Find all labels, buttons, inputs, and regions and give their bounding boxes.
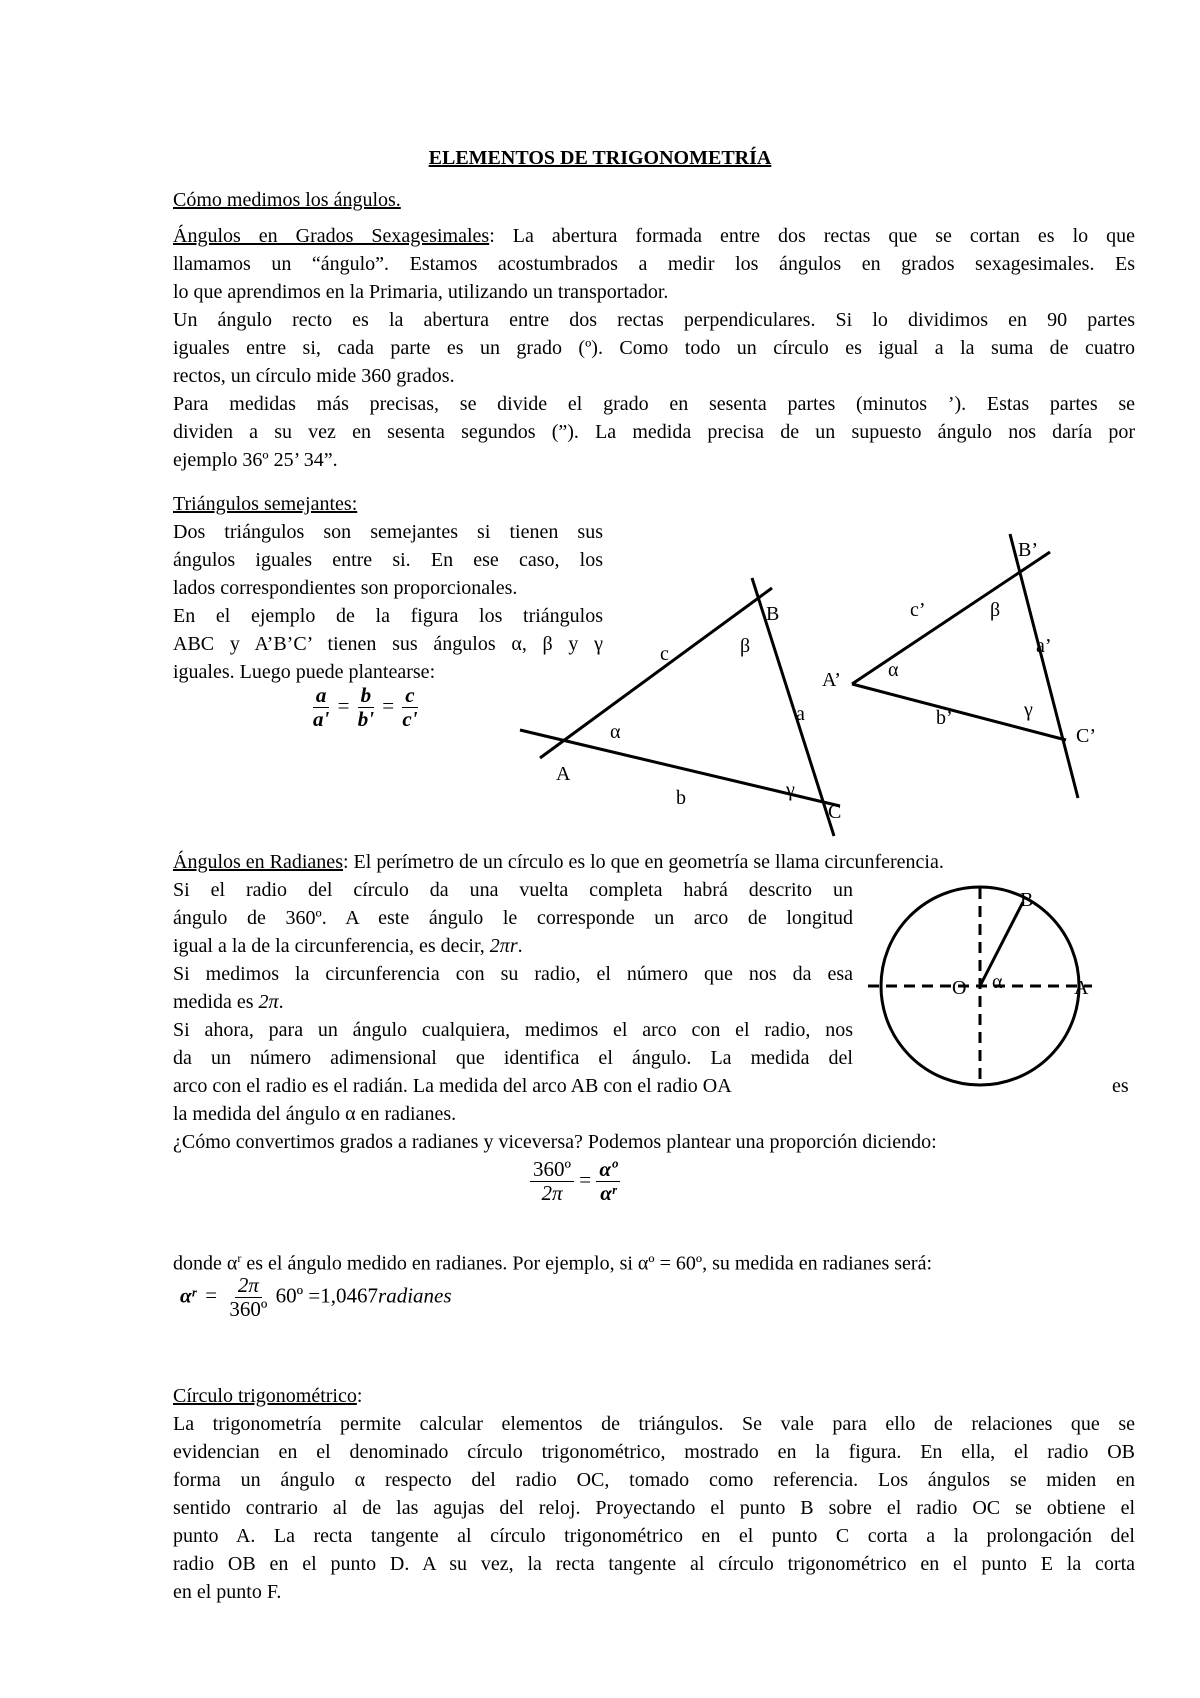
equals-sign: = <box>579 1167 592 1192</box>
subheading-sexagesimal: Ángulos en Grados Sexagesimales <box>173 225 490 247</box>
text-span: : La abertura formada entre dos rectas que se cortan es lo que <box>489 225 1136 247</box>
label-point-B: B <box>1020 889 1034 911</box>
paragraph-line: dividen a su vez en sesenta segundos (”). La medida precisa de un supuesto ángulo nos daría por <box>173 421 1135 443</box>
label-point-O: O <box>952 977 967 999</box>
triangle-prime-side-b <box>852 684 1066 740</box>
paragraph-line: La trigonometría permite calcular elementos de triángulos. Se vale para ello de relaciones que se <box>173 1413 1135 1435</box>
denominator: a' <box>313 707 330 732</box>
denominator: c' <box>402 707 418 732</box>
paragraph-line: forma un ángulo α respecto del radio OC, tomado como referencia. Los ángulos se miden en <box>173 1469 1135 1491</box>
label-vertex-A-prime: A’ <box>822 669 841 691</box>
paragraph-line: en el punto F. <box>173 1581 282 1603</box>
paragraph-line: En el ejemplo de la figura los triángulos <box>173 605 603 627</box>
equals-sign: = <box>337 693 350 718</box>
superscript-r: r <box>237 1251 242 1265</box>
label-side-a: a <box>796 703 805 725</box>
equals-sign: = <box>205 1283 218 1308</box>
paragraph-line: ¿Cómo convertimos grados a radianes y viceversa? Podemos plantear una proporción diciendo: <box>173 1131 937 1153</box>
label-angle-alpha: α <box>992 971 1003 993</box>
paragraph-line: Dos triángulos son semejantes si tienen sus <box>173 521 603 543</box>
equals-sign: = <box>382 693 395 718</box>
paragraph-line: ejemplo 36º 25’ 34”. <box>173 449 338 471</box>
text-span: igual a la de la circunferencia, es decir, <box>173 935 490 957</box>
label-angle-beta: β <box>740 635 751 657</box>
paragraph-line: Si el radio del círculo da una vuelta completa habrá descrito un <box>173 879 853 901</box>
conversion-equation <box>530 1158 620 1205</box>
paragraph-line: da un número adimensional que identifica el ángulo. La medida del <box>173 1047 853 1069</box>
formula-2pir: 2πr <box>489 935 518 957</box>
text-span: medida es <box>173 991 259 1013</box>
paragraph-line <box>173 988 284 1016</box>
paragraph-line: ángulo de 360º. A este ángulo le corresponde un arco de longitud <box>173 907 853 929</box>
paragraph-line: la medida del ángulo α en radianes. <box>173 1103 457 1125</box>
label-point-A: A <box>1074 977 1089 999</box>
label-vertex-B-prime: B’ <box>1018 539 1038 561</box>
paragraph-fragment: es <box>1112 1075 1129 1097</box>
paragraph-line <box>173 932 523 960</box>
paragraph-line <box>173 848 944 876</box>
label-side-a-prime: a’ <box>1036 635 1052 657</box>
text-span: . <box>517 935 523 957</box>
equation-value: 60º =1,0467 <box>275 1283 379 1308</box>
numerator: αº <box>596 1158 620 1182</box>
label-side-b-prime: b’ <box>936 707 953 729</box>
fraction-2pi-360 <box>226 1274 270 1321</box>
formula-2pi: 2π <box>258 991 279 1013</box>
paragraph-line: punto A. La recta tangente al círculo trigonométrico en el punto C corta a la prolongación del <box>173 1525 1135 1547</box>
denominator: 360º <box>229 1297 268 1322</box>
paragraph-line: lo que aprendimos en la Primaria, utilizando un transportador. <box>173 281 669 303</box>
paragraph-line: Un ángulo recto es la abertura entre dos rectas perpendiculares. Si lo dividimos en 90 partes <box>173 309 1135 331</box>
paragraph-line: evidencian en el denominado círculo trigonométrico, mostrado en la figura. En ella, el radio OB <box>173 1441 1135 1463</box>
paragraph-line: Si ahora, para un ángulo cualquiera, medimos el arco con el radio, nos <box>173 1019 853 1041</box>
label-side-b: b <box>676 787 686 809</box>
paragraph-line: iguales entre si, cada parte es un grado (º). Como todo un círculo es igual a la suma de cuatro <box>173 337 1135 359</box>
triangle-prime-side-a <box>1010 534 1078 798</box>
denominator: αʳ <box>600 1181 617 1206</box>
label-vertex-C-prime: C’ <box>1076 725 1096 747</box>
paragraph-line: ángulos iguales entre si. En ese caso, los <box>173 549 603 571</box>
paragraph-line: rectos, un círculo mide 360 grados. <box>173 365 455 387</box>
text-span: . <box>278 991 284 1013</box>
paragraph-line: Para medidas más precisas, se divide el grado en sesenta partes (minutos ’). Estas partes se <box>173 393 1135 415</box>
numerator: c <box>402 684 417 708</box>
text-span: : <box>356 1385 363 1407</box>
paragraph-line <box>173 1382 362 1410</box>
paragraph-line: Si medimos la circunferencia con su radio, el número que nos da esa <box>173 963 853 985</box>
section-heading-trig-circle: Círculo trigonométrico <box>173 1385 357 1407</box>
paragraph-line <box>173 1244 932 1278</box>
paragraph-line: ABC y A’B’C’ tienen sus ángulos α, β y γ <box>173 633 603 655</box>
label-angle-gamma: γ <box>786 779 795 801</box>
alpha-r: αʳ <box>180 1283 197 1308</box>
paragraph-line: radio OB en el punto D. A su vez, la recta tangente al círculo trigonométrico en el punto E la corta <box>173 1553 1135 1575</box>
text-span: donde α <box>173 1252 238 1275</box>
text-span: : El perímetro de un círculo es lo que en geometría se llama circunferencia. <box>342 851 944 873</box>
denominator: 2π <box>541 1181 563 1206</box>
paragraph-line: arco con el radio es el radián. La medida del arco AB con el radio OA <box>173 1075 732 1097</box>
label-side-c: c <box>660 643 669 665</box>
paragraph-line: iguales. Luego puede plantearse: <box>173 661 436 683</box>
denominator: b' <box>357 707 375 732</box>
numerator: b <box>358 684 375 708</box>
radian-circle-figure <box>850 880 1120 1100</box>
section-heading-similar-triangles: Triángulos semejantes: <box>173 493 358 515</box>
section-heading-angles: Cómo medimos los ángulos. <box>173 189 401 211</box>
label-side-c-prime: c’ <box>910 599 926 621</box>
label-angle-beta-prime: β <box>990 599 1001 621</box>
text-span: es el ángulo medido en radianes. Por ejemplo, si αº = 60º, su medida en radianes será: <box>241 1252 933 1275</box>
paragraph-line: llamamos un “ángulo”. Estamos acostumbrados a medir los ángulos en grados sexagesimales. Es <box>173 253 1135 275</box>
label-vertex-C: C <box>828 801 842 823</box>
fraction-alpha <box>596 1158 620 1205</box>
equation-unit: radianes <box>378 1283 452 1308</box>
numerator: 360º <box>530 1158 574 1182</box>
numerator: 2π <box>235 1274 262 1298</box>
subheading-radians: Ángulos en Radianes <box>173 851 343 873</box>
numerator: a <box>313 684 330 708</box>
label-angle-alpha: α <box>610 721 621 743</box>
fraction-degrees <box>530 1158 574 1205</box>
label-angle-alpha-prime: α <box>888 659 899 681</box>
page-title: ELEMENTOS DE TRIGONOMETRÍA <box>428 147 772 169</box>
label-vertex-B: B <box>766 603 780 625</box>
paragraph-line: sentido contrario al de las agujas del reloj. Proyectando el punto B sobre el radio OC se obtiene el <box>173 1497 1135 1519</box>
paragraph-line: lados correspondientes son proporcionales. <box>173 577 518 599</box>
triangle-side-c <box>540 588 772 758</box>
example-equation <box>180 1274 452 1321</box>
label-angle-gamma-prime: γ <box>1024 699 1033 721</box>
label-vertex-A: A <box>556 763 571 785</box>
